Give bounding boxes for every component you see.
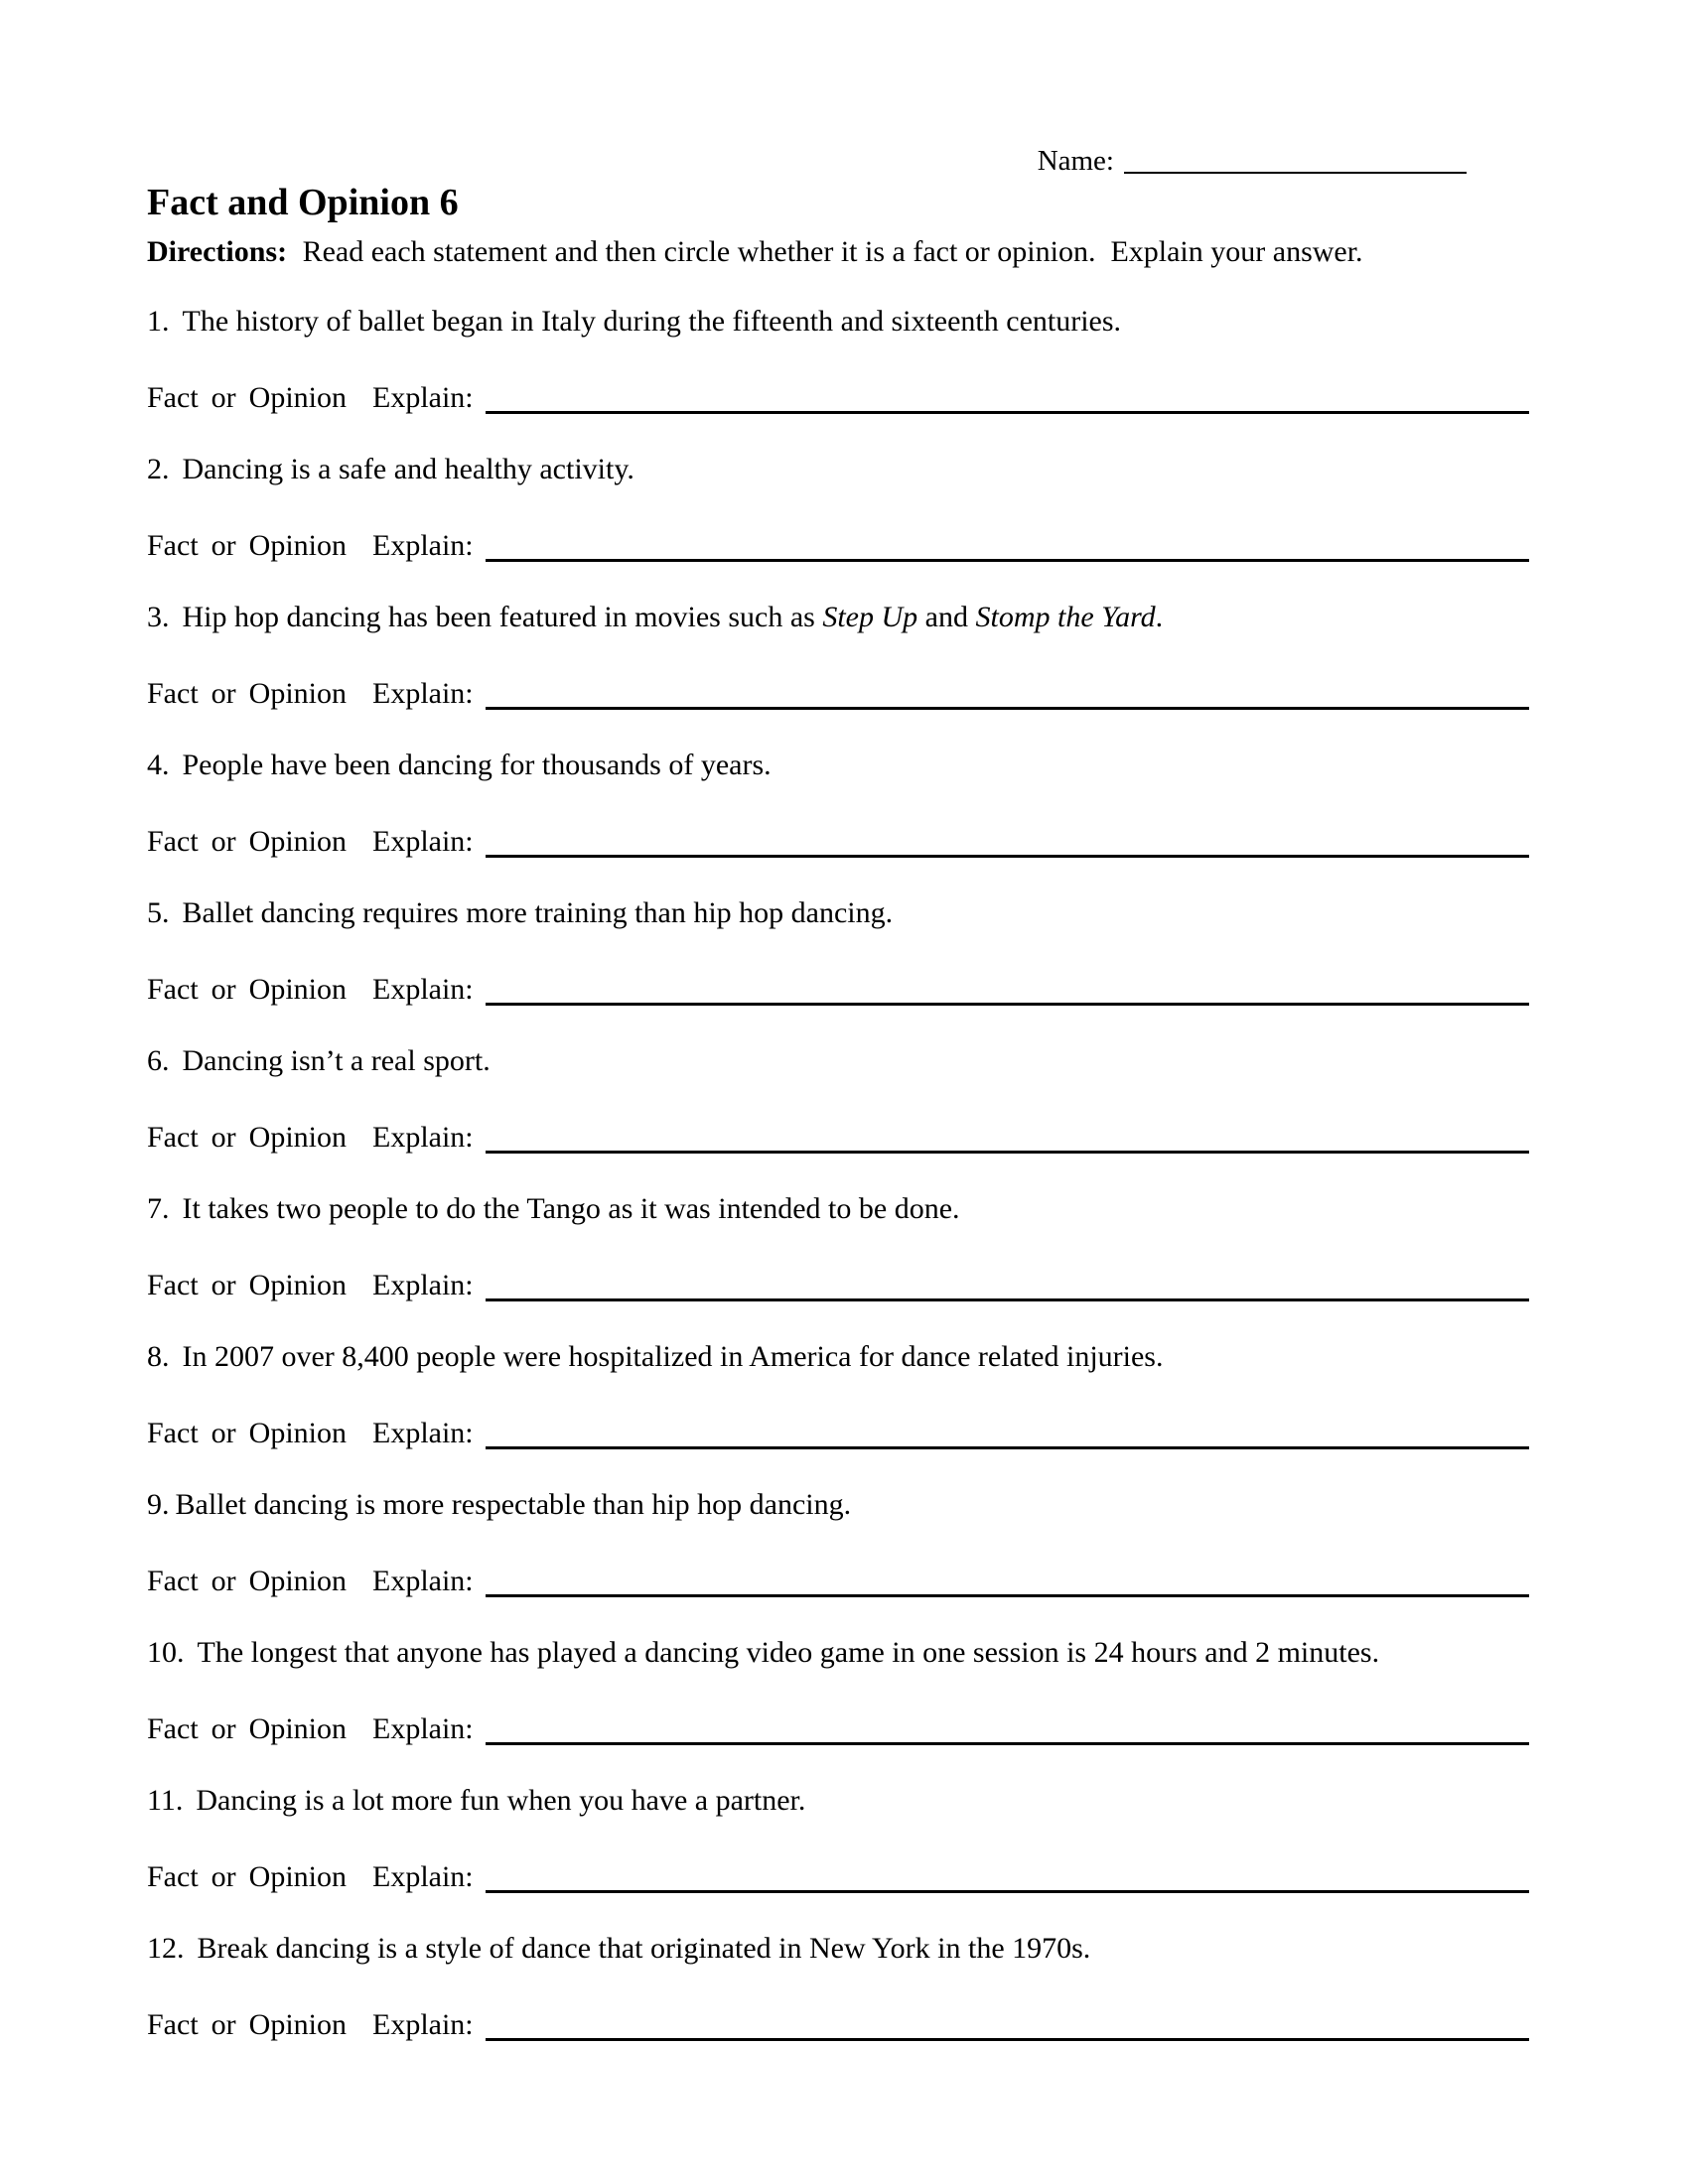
opinion-choice: Opinion [248, 381, 347, 414]
question-statement [147, 1635, 1529, 1671]
explain-blank-line [486, 1859, 1529, 1893]
explain-blank-line [486, 2007, 1529, 2041]
question-text [183, 1192, 960, 1225]
fact-choice: Fact [147, 1121, 199, 1154]
question-block [147, 1191, 1529, 1303]
explain-blank-line [486, 676, 1529, 710]
explain-blank-line [486, 824, 1529, 858]
question-block [147, 895, 1529, 1008]
explain-blank-line [486, 1564, 1529, 1597]
question-number: 3. [147, 601, 170, 633]
answer-row [147, 1268, 1529, 1303]
or-label: or [211, 529, 236, 562]
directions [147, 234, 1529, 270]
name-field-row [147, 143, 1529, 179]
fact-choice: Fact [147, 381, 199, 414]
question-statement [147, 1931, 1529, 1967]
fact-choice: Fact [147, 1269, 199, 1301]
question-number: 1. [147, 305, 170, 338]
question-text-segment: Hip hop dancing has been featured in movies such as [182, 601, 823, 633]
question-text [183, 1044, 491, 1077]
question-text-segment: People have been dancing for thousands of years. [182, 749, 772, 781]
opinion-choice: Opinion [248, 1417, 347, 1449]
or-label: or [211, 677, 236, 710]
explain-blank-line [486, 528, 1529, 562]
opinion-choice: Opinion [248, 2008, 347, 2041]
question-block [147, 304, 1529, 416]
question-number: 10. [147, 1636, 185, 1669]
question-block [147, 1783, 1529, 1895]
question-text-segment: The history of ballet began in Italy during the fifteenth and sixteenth centuries. [182, 305, 1122, 338]
question-text [176, 1488, 852, 1521]
opinion-choice: Opinion [248, 825, 347, 858]
question-text-segment: Dancing isn’t a real sport. [182, 1044, 491, 1077]
fact-choice: Fact [147, 677, 199, 710]
or-label: or [211, 1565, 236, 1597]
question-text [183, 896, 894, 929]
directions-text: Read each statement and then circle whether it is a fact or opinion. Explain your answer. [302, 235, 1363, 268]
or-label: or [211, 973, 236, 1006]
fact-choice: Fact [147, 825, 199, 858]
explain-label: Explain: [372, 1565, 474, 1597]
opinion-choice: Opinion [248, 1269, 347, 1301]
question-statement [147, 304, 1529, 340]
fact-choice: Fact [147, 1860, 199, 1893]
explain-label: Explain: [372, 1269, 474, 1301]
or-label: or [211, 1712, 236, 1745]
question-text-segment: The longest that anyone has played a dancing video game in one session is 24 hours and 2 minutes. [197, 1636, 1380, 1669]
question-statement [147, 748, 1529, 783]
answer-row [147, 2007, 1529, 2043]
or-label: or [211, 381, 236, 414]
question-statement [147, 1783, 1529, 1819]
fact-choice: Fact [147, 1565, 199, 1597]
question-text-segment: . [1155, 601, 1164, 633]
question-text-segment: Ballet dancing is more respectable than hip hop dancing. [175, 1488, 852, 1521]
answer-row [147, 824, 1529, 860]
question-text [183, 1340, 1164, 1373]
page-title: Fact and Opinion 6 [147, 182, 459, 223]
question-text-italic: Stomp the Yard [975, 601, 1156, 633]
question-text [183, 453, 634, 485]
explain-label: Explain: [372, 1121, 474, 1154]
fact-choice: Fact [147, 2008, 199, 2041]
fact-choice: Fact [147, 1712, 199, 1745]
opinion-choice: Opinion [248, 1712, 347, 1745]
fact-choice: Fact [147, 529, 199, 562]
fact-choice: Fact [147, 1417, 199, 1449]
question-text [198, 1636, 1380, 1669]
opinion-choice: Opinion [248, 973, 347, 1006]
explain-label: Explain: [372, 529, 474, 562]
question-statement [147, 1043, 1529, 1079]
question-statement [147, 895, 1529, 931]
question-number: 6. [147, 1044, 170, 1077]
question-text [198, 1932, 1091, 1965]
or-label: or [211, 1121, 236, 1154]
question-text [183, 749, 772, 781]
fact-choice: Fact [147, 973, 199, 1006]
question-text [183, 601, 1164, 633]
or-label: or [211, 2008, 236, 2041]
explain-label: Explain: [372, 973, 474, 1006]
question-statement [147, 452, 1529, 487]
answer-row [147, 380, 1529, 416]
question-block [147, 1339, 1529, 1451]
explain-label: Explain: [372, 1860, 474, 1893]
question-text-segment: Ballet dancing requires more training than hip hop dancing. [182, 896, 894, 929]
question-number: 2. [147, 453, 170, 485]
explain-label: Explain: [372, 1712, 474, 1745]
opinion-choice: Opinion [248, 1121, 347, 1154]
question-text-segment: Dancing is a safe and healthy activity. [182, 453, 634, 485]
question-block [147, 1931, 1529, 2043]
answer-row [147, 1564, 1529, 1599]
explain-blank-line [486, 1416, 1529, 1449]
opinion-choice: Opinion [248, 1860, 347, 1893]
answer-row [147, 676, 1529, 712]
question-number: 4. [147, 749, 170, 781]
answer-row [147, 972, 1529, 1008]
name-label: Name: [1037, 145, 1114, 177]
or-label: or [211, 825, 236, 858]
question-text [196, 1784, 805, 1817]
question-statement [147, 1191, 1529, 1227]
opinion-choice: Opinion [248, 677, 347, 710]
explain-blank-line [486, 1711, 1529, 1745]
answer-row [147, 1859, 1529, 1895]
question-block [147, 748, 1529, 860]
question-block [147, 1043, 1529, 1156]
question-block [147, 600, 1529, 712]
question-number: 11. [147, 1784, 184, 1817]
answer-row [147, 528, 1529, 564]
explain-blank-line [486, 380, 1529, 414]
question-text-segment: Break dancing is a style of dance that originated in New York in the 1970s. [197, 1932, 1091, 1965]
explain-label: Explain: [372, 677, 474, 710]
question-block [147, 452, 1529, 564]
answer-row [147, 1711, 1529, 1747]
question-statement [147, 600, 1529, 635]
question-block [147, 1487, 1529, 1599]
question-number: 5. [147, 896, 170, 929]
name-blank-line [1124, 143, 1467, 174]
or-label: or [211, 1860, 236, 1893]
question-number: 12. [147, 1932, 185, 1965]
question-number: 8. [147, 1340, 170, 1373]
opinion-choice: Opinion [248, 529, 347, 562]
explain-label: Explain: [372, 2008, 474, 2041]
explain-label: Explain: [372, 381, 474, 414]
explain-blank-line [486, 1268, 1529, 1301]
question-text-segment: It takes two people to do the Tango as it was intended to be done. [182, 1192, 960, 1225]
question-text [183, 305, 1122, 338]
explain-label: Explain: [372, 825, 474, 858]
question-text-italic: Step Up [822, 601, 918, 633]
explain-label: Explain: [372, 1417, 474, 1449]
question-statement [147, 1487, 1529, 1523]
question-number: 9. [147, 1488, 170, 1521]
question-text-segment: In 2007 over 8,400 people were hospitalized in America for dance related injuries. [182, 1340, 1164, 1373]
question-statement [147, 1339, 1529, 1375]
question-text-segment: and [917, 601, 976, 633]
opinion-choice: Opinion [248, 1565, 347, 1597]
or-label: or [211, 1417, 236, 1449]
explain-blank-line [486, 972, 1529, 1006]
or-label: or [211, 1269, 236, 1301]
explain-blank-line [486, 1120, 1529, 1154]
question-number: 7. [147, 1192, 170, 1225]
directions-label: Directions: [147, 235, 288, 268]
question-list [147, 304, 1529, 2043]
question-text-segment: Dancing is a lot more fun when you have a partner. [196, 1784, 806, 1817]
answer-row [147, 1120, 1529, 1156]
answer-row [147, 1416, 1529, 1451]
question-block [147, 1635, 1529, 1747]
